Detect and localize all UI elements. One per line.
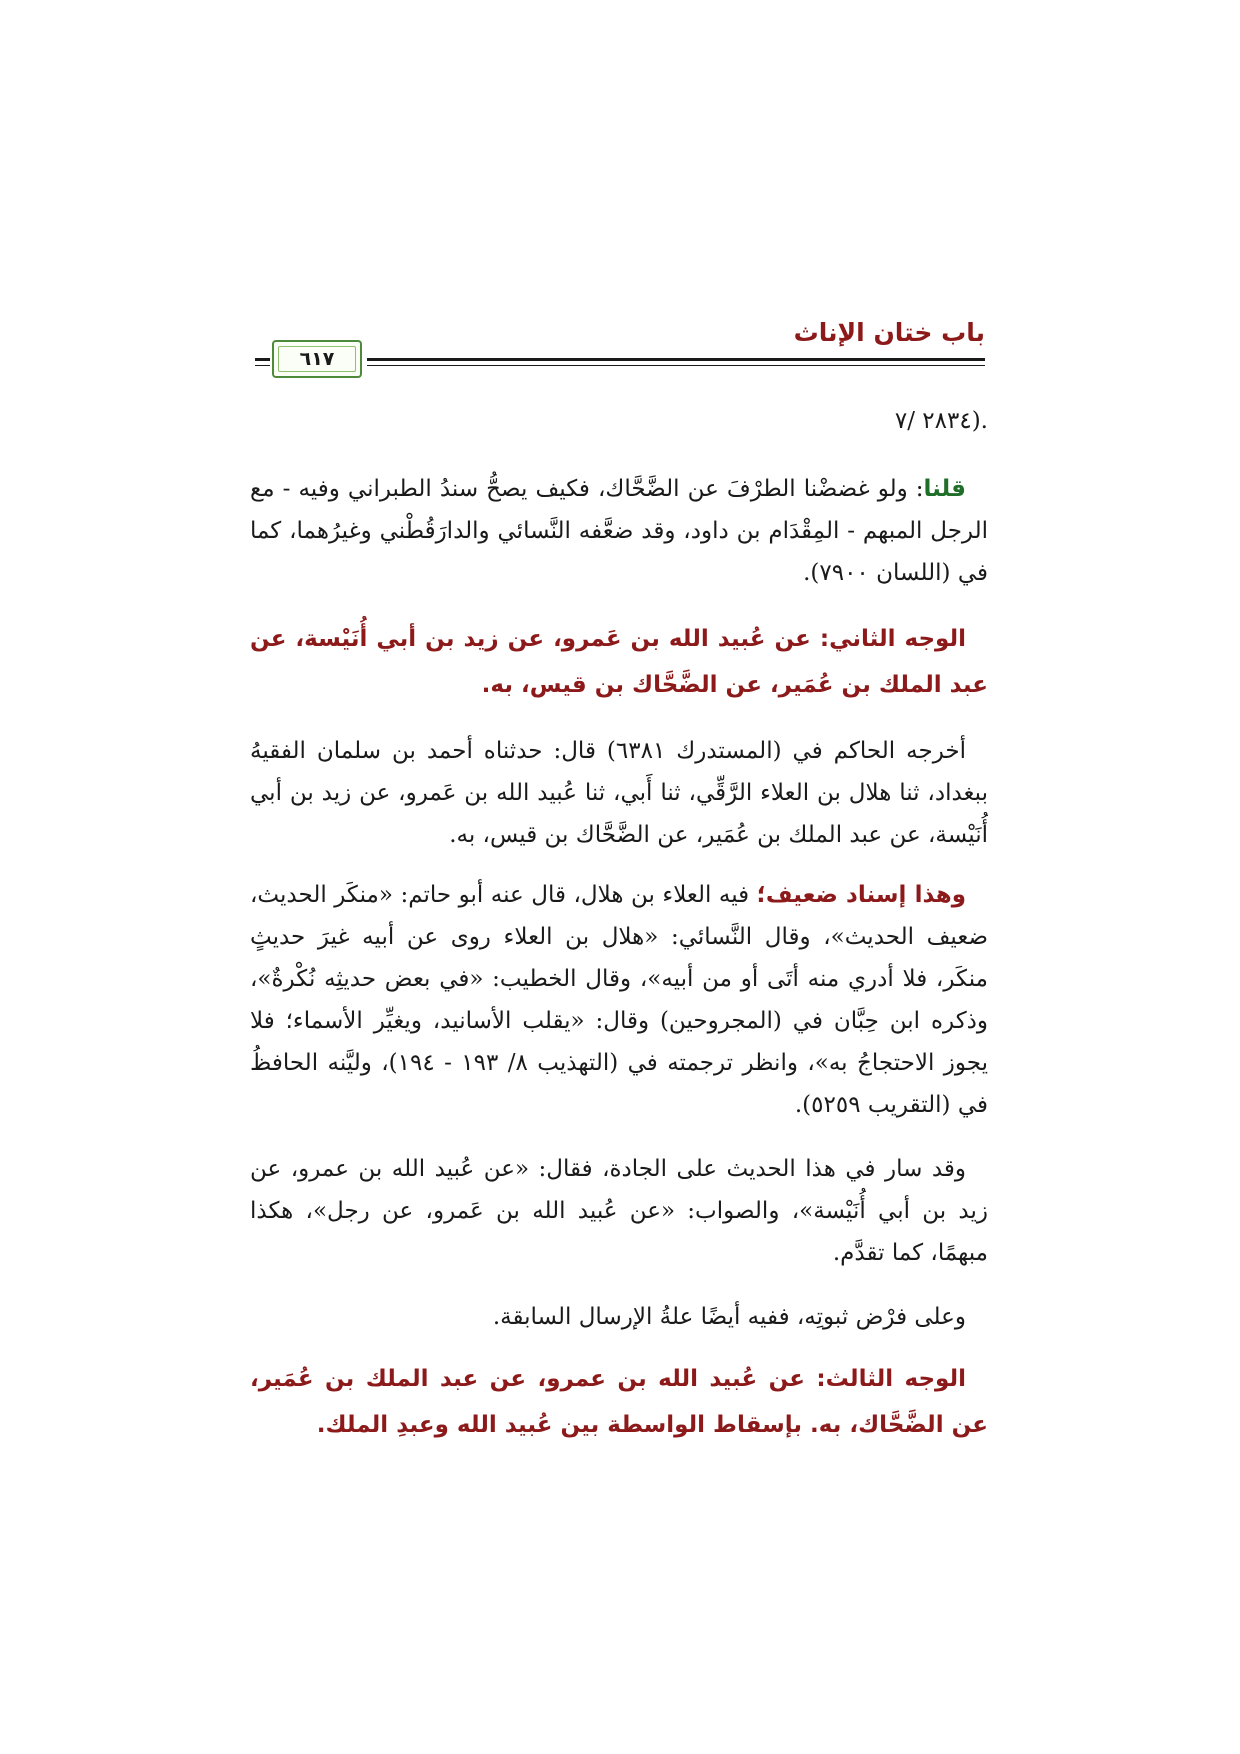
qulna-label: قلنا [923, 476, 966, 502]
page-body [250, 400, 988, 1466]
page-header [255, 318, 985, 380]
isnad-label: وهذا إسناد ضعيف؛ [756, 882, 966, 908]
isnad-text: فيه العلاء بن هلال، قال عنه أبو حاتم: «منكَر الحديث، ضعيف الحديث»، وقال النَّسائي: «هلال بن العلاء روى عن أبيه غيرَ حديثٍ منكَر، فلا أدري منه أتَى أو من أبيه»، وقال الخطيب: «في بعض حديثِه نُكْرةٌ»، وذكره ابن حِبَّان في (المجروحين) وقال: «يقلب الأسانيد، ويغيِّر الأسماء؛ فلا يجوز الاحتجاجُ به»، وانظر ترجمته في (التهذيب ٨/ ١٩٣ - ١٩٤)، وليَّنه الحافظُ في (التقريب ٥٢٥٩). [250, 882, 988, 1118]
header-rule-left-thick [255, 358, 270, 361]
paragraph-qulna [250, 468, 988, 594]
header-rule-thin [367, 365, 985, 366]
section-heading-third-aspect: الوجه الثالث: عن عُبيد الله بن عمرو، عن عبد الملك بن عُمَير، عن الضَّحَّاك، به. بإسقاط الواسطة بين عُبيد الله وعبدِ الملك. [250, 1366, 988, 1438]
header-rule-left-thin [255, 365, 270, 366]
chapter-title: باب ختان الإناث [793, 318, 985, 347]
paragraph-hakim: أخرجه الحاكم في (المستدرك ٦٣٨١) قال: حدثناه أحمد بن سلمان الفقيهُ ببغداد، ثنا هلال بن العلاء الرَّقِّي، ثنا أَبي، ثنا عُبيد الله بن عَمرو، عن زيد بن أبي أُنَيْسة، عن عبد الملك بن عُمَير، عن الضَّحَّاك بن قيس، به. [250, 738, 988, 848]
section-heading-second-aspect: الوجه الثاني: عن عُبيد الله بن عَمرو، عن زيد بن أبي أُنَيْسة، عن عبد الملك بن عُمَير، عن الضَّحَّاك بن قيس، به. [250, 626, 988, 698]
page-number-badge [272, 340, 362, 378]
paragraph-jadda: وقد سار في هذا الحديث على الجادة، فقال: «عن عُبيد الله بن عمرو، عن زيد بن أبي أُنَيْسة»، والصواب: «عن عُبيد الله بن عَمرو، عن رجل»، هكذا مبهمًا، كما تقدَّم. [250, 1156, 988, 1266]
qulna-text: : ولو غضضْنا الطرْفَ عن الضَّحَّاك، فكيف يصحُّ سندُ الطبراني وفيه - مع الرجل المبهم - المِقْدَام بن داود، وقد ضعَّفه النَّسائي والدارَقُطْني وغيرُهما، كما في (اللسان ٧٩٠٠). [250, 476, 988, 586]
paragraph-irsal: وعلى فرْض ثبوتِه، ففيه أيضًا علةُ الإرسال السابقة. [492, 1304, 966, 1330]
paragraph-isnad [250, 874, 988, 1126]
footnote-continuation: .(٢٨٣٤ /٧ [894, 408, 988, 434]
page-number: ٦١٧ [299, 348, 335, 370]
header-rule-thick [367, 358, 985, 361]
